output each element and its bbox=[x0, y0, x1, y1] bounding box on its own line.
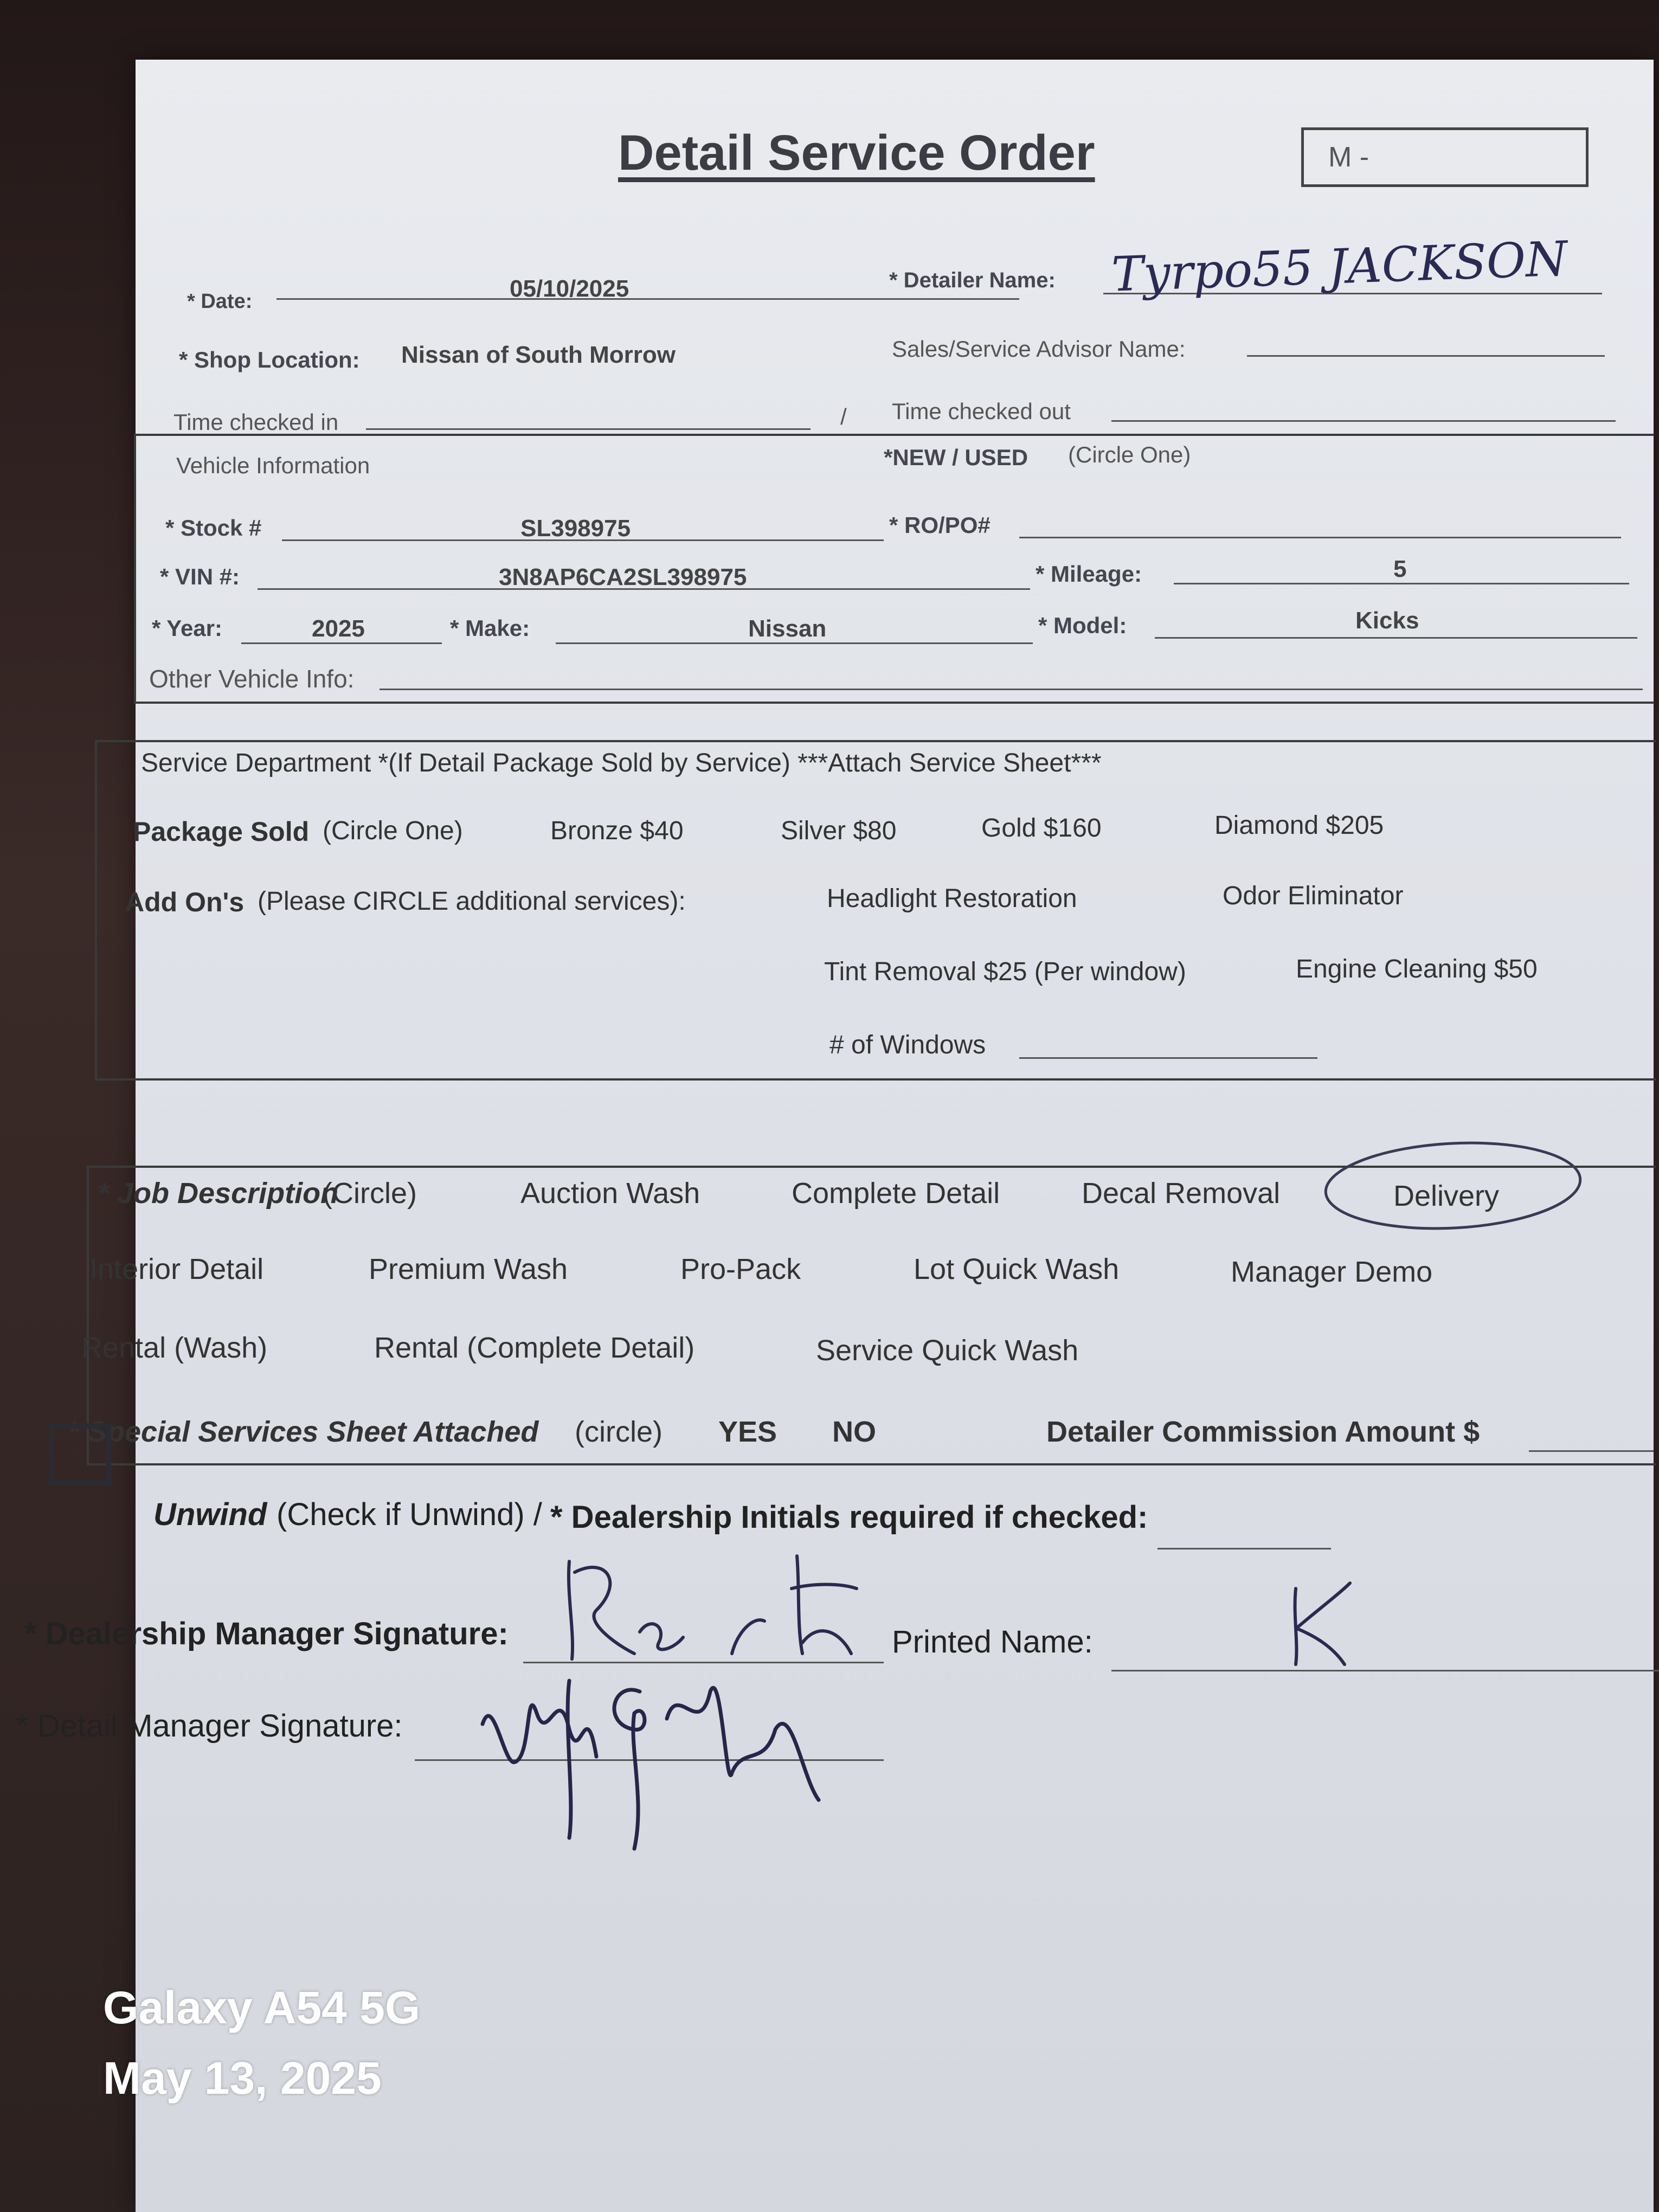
delivery-circle-mark bbox=[1320, 1136, 1586, 1233]
make-label: * Make: bbox=[450, 615, 530, 641]
order-number-box[interactable] bbox=[1301, 127, 1589, 187]
addon-tint-removal[interactable]: Tint Removal $25 (Per window) bbox=[824, 957, 1186, 986]
dealership-initials-label: * Dealership Initials required if checked: bbox=[550, 1500, 1148, 1535]
model-line[interactable] bbox=[1155, 637, 1637, 639]
package-bronze[interactable]: Bronze $40 bbox=[550, 816, 684, 845]
special-services-yes[interactable]: YES bbox=[718, 1416, 777, 1448]
detail-manager-signature-label: * Detail Manager Signature: bbox=[16, 1708, 403, 1744]
new-used-label[interactable]: *NEW / USED bbox=[884, 445, 1028, 470]
year-label: * Year: bbox=[152, 615, 222, 641]
job-description-hint: (Circle) bbox=[323, 1177, 417, 1210]
add-ons-hint: (Please CIRCLE additional services): bbox=[258, 887, 686, 916]
windows-count-line[interactable] bbox=[1019, 1057, 1317, 1059]
detailer-name-label: * Detailer Name: bbox=[889, 268, 1056, 292]
addon-engine-cleaning[interactable]: Engine Cleaning $50 bbox=[1296, 955, 1538, 983]
mileage-line[interactable] bbox=[1174, 583, 1629, 584]
special-services-label: * Special Services Sheet Attached bbox=[68, 1416, 539, 1448]
package-sold-hint: (Circle One) bbox=[323, 816, 463, 845]
job-complete-detail[interactable]: Complete Detail bbox=[792, 1177, 1000, 1210]
printed-name-initial-mark bbox=[1274, 1578, 1361, 1670]
commission-line[interactable] bbox=[1529, 1450, 1654, 1452]
year-value: 2025 bbox=[312, 615, 365, 642]
job-pro-pack[interactable]: Pro-Pack bbox=[680, 1253, 801, 1285]
commission-label: Detailer Commission Amount $ bbox=[1046, 1416, 1480, 1448]
package-diamond[interactable]: Diamond $205 bbox=[1214, 811, 1384, 840]
time-in-line[interactable] bbox=[366, 428, 811, 430]
model-value: Kicks bbox=[1355, 607, 1419, 634]
mileage-label: * Mileage: bbox=[1036, 561, 1142, 587]
unwind-hint: (Check if Unwind) / bbox=[276, 1497, 542, 1532]
new-used-hint: (Circle One) bbox=[1068, 442, 1191, 467]
service-order-paper bbox=[68, 60, 1654, 2212]
date-line[interactable] bbox=[276, 298, 1019, 300]
vehicle-info-heading: Vehicle Information bbox=[176, 453, 370, 478]
time-in-label: Time checked in bbox=[173, 409, 339, 435]
detailer-name-value: Tyrpo55 JACKSON bbox=[1110, 230, 1568, 303]
job-interior-detail[interactable]: Interior Detail bbox=[89, 1253, 264, 1285]
job-rental-complete-detail[interactable]: Rental (Complete Detail) bbox=[374, 1332, 695, 1364]
time-out-label: Time checked out bbox=[892, 398, 1071, 424]
job-premium-wash[interactable]: Premium Wash bbox=[369, 1253, 568, 1285]
addon-odor-eliminator[interactable]: Odor Eliminator bbox=[1223, 882, 1404, 910]
year-line[interactable] bbox=[241, 642, 442, 644]
service-department-heading: Service Department *(If Detail Package Sold by Service) ***Attach Service Sheet*** bbox=[141, 749, 1102, 777]
shop-location-label: * Shop Location: bbox=[179, 347, 360, 372]
job-lot-quick-wash[interactable]: Lot Quick Wash bbox=[914, 1253, 1120, 1285]
special-services-hint: (circle) bbox=[575, 1416, 663, 1448]
job-delivery[interactable]: Delivery bbox=[1393, 1180, 1500, 1212]
dealership-manager-signature-label: * Dealership Manager Signature: bbox=[24, 1616, 509, 1651]
job-decal-removal[interactable]: Decal Removal bbox=[1082, 1177, 1281, 1210]
unwind-checkbox[interactable] bbox=[49, 1423, 111, 1486]
order-prefix: M - bbox=[1328, 142, 1369, 173]
camera-date-watermark: May 13, 2025 bbox=[103, 2053, 382, 2104]
date-value: 05/10/2025 bbox=[510, 275, 629, 302]
make-line[interactable] bbox=[556, 642, 1033, 644]
job-service-quick-wash[interactable]: Service Quick Wash bbox=[816, 1334, 1079, 1367]
vin-value: 3N8AP6CA2SL398975 bbox=[499, 564, 747, 590]
advisor-name-label: Sales/Service Advisor Name: bbox=[892, 336, 1186, 362]
printed-name-label: Printed Name: bbox=[892, 1624, 1093, 1660]
time-out-line[interactable] bbox=[1111, 420, 1616, 422]
model-label: * Model: bbox=[1038, 613, 1127, 638]
job-auction-wash[interactable]: Auction Wash bbox=[520, 1177, 700, 1210]
package-sold-label: Package Sold bbox=[133, 816, 310, 847]
job-rental-wash[interactable]: Rental (Wash) bbox=[81, 1332, 268, 1364]
package-gold[interactable]: Gold $160 bbox=[981, 814, 1102, 843]
job-manager-demo[interactable]: Manager Demo bbox=[1231, 1256, 1433, 1288]
stock-label: * Stock # bbox=[165, 515, 262, 541]
advisor-name-line[interactable] bbox=[1247, 355, 1605, 357]
time-separator: / bbox=[840, 404, 847, 429]
make-value: Nissan bbox=[748, 615, 827, 642]
camera-device-watermark: Galaxy A54 5G bbox=[103, 1982, 421, 2033]
other-vehicle-info-label: Other Vehicle Info: bbox=[149, 665, 355, 693]
printed-name-line[interactable] bbox=[1111, 1670, 1659, 1671]
form-title: Detail Service Order bbox=[618, 125, 1095, 181]
ro-po-line[interactable] bbox=[1019, 537, 1621, 538]
shop-location-value: Nissan of South Morrow bbox=[401, 342, 676, 368]
unwind-label: Unwind bbox=[153, 1497, 267, 1532]
job-description-label: * Job Description bbox=[98, 1177, 339, 1210]
stock-value: SL398975 bbox=[520, 515, 631, 542]
vin-label: * VIN #: bbox=[160, 564, 240, 589]
other-vehicle-info-line[interactable] bbox=[380, 689, 1643, 690]
windows-count-label: # of Windows bbox=[829, 1031, 986, 1059]
addon-headlight-restoration[interactable]: Headlight Restoration bbox=[827, 884, 1077, 913]
special-services-no[interactable]: NO bbox=[832, 1416, 876, 1448]
package-silver[interactable]: Silver $80 bbox=[781, 816, 897, 845]
dealership-initials-line[interactable] bbox=[1158, 1548, 1331, 1549]
ro-po-label: * RO/PO# bbox=[889, 512, 991, 538]
mileage-value: 5 bbox=[1393, 556, 1407, 582]
add-ons-label: Add On's bbox=[125, 887, 245, 917]
date-label: * Date: bbox=[187, 290, 253, 313]
detail-manager-signature-mark bbox=[472, 1659, 840, 1854]
